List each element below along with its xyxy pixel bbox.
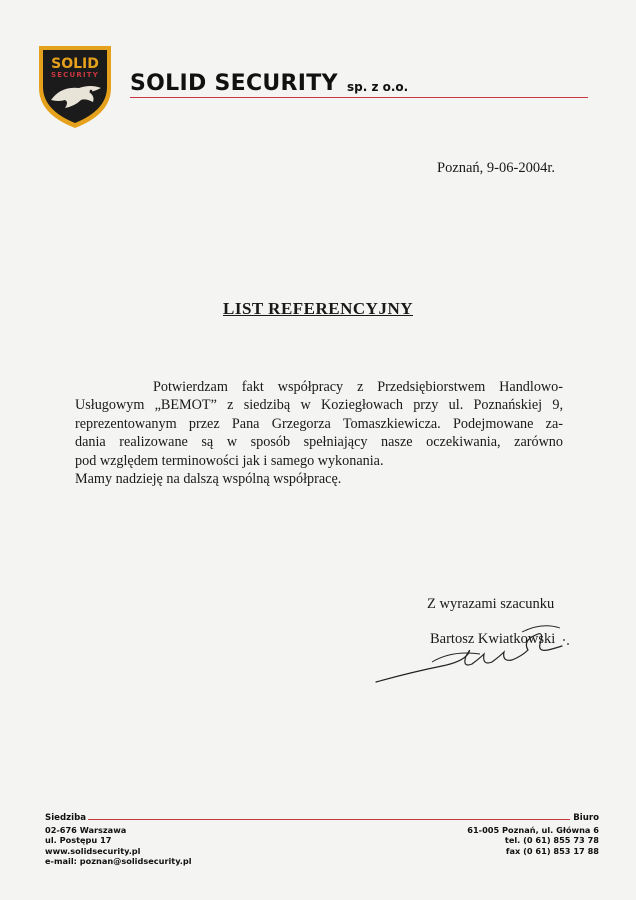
body-line: pod względem terminowości jak i samego wykonania. [75, 452, 384, 469]
logo-text-security: SECURITY [50, 71, 100, 79]
footer-office-phone: tel. (0 61) 855 73 78 [504, 835, 599, 846]
letter-date: Poznań, 9-06-2004r. [437, 160, 555, 176]
footer-headquarters-heading: Siedziba [45, 813, 87, 823]
letter-title-container [0, 299, 636, 319]
body-line: Potwierdzam fakt współpracy z Przedsiębiorstwem Handlowo- [153, 379, 563, 395]
closing-phrase: Z wyrazami szacunku [427, 596, 555, 612]
footer-office [467, 813, 599, 856]
footer-headquarters [45, 813, 192, 867]
letter-body [75, 378, 563, 488]
company-name: SOLID SECURITY [130, 71, 338, 96]
company-suffix: sp. z o.o. [347, 80, 409, 94]
body-line: dania realizowane są w sposób spełniający nasze oczekiwania, zarówno [75, 434, 563, 451]
footer-office-fax: fax (0 61) 853 17 88 [505, 845, 599, 856]
footer-website[interactable]: www.solidsecurity.pl [45, 845, 141, 856]
solid-security-logo [35, 42, 115, 130]
header-divider [130, 97, 588, 98]
footer-office-heading: Biuro [573, 813, 599, 823]
footer-office-line: 61-005 Poznań, ul. Główna 6 [467, 824, 599, 835]
handwritten-signature [372, 610, 572, 690]
footer-headquarters-line: 02-676 Warszawa [45, 824, 127, 835]
body-line: Mamy nadzieję na dalszą wspólną współpracę. [75, 471, 342, 488]
footer-headquarters-line: ul. Postępu 17 [45, 835, 112, 846]
letter-title: LIST REFERENCYJNY [222, 299, 414, 318]
signer-name: Bartosz Kwiatkowski [430, 631, 556, 647]
logo-text-solid: SOLID [51, 56, 99, 72]
footer-email[interactable]: e-mail: poznan@solidsecurity.pl [45, 856, 192, 867]
body-line: reprezentowanym przez Pana Grzegorza Tomaszkiewicza. Podejmowane za- [75, 415, 563, 432]
body-line: Usługowym „BEMOT” z siedzibą w Koziegłowach przy ul. Poznańskiej 9, [75, 397, 563, 414]
